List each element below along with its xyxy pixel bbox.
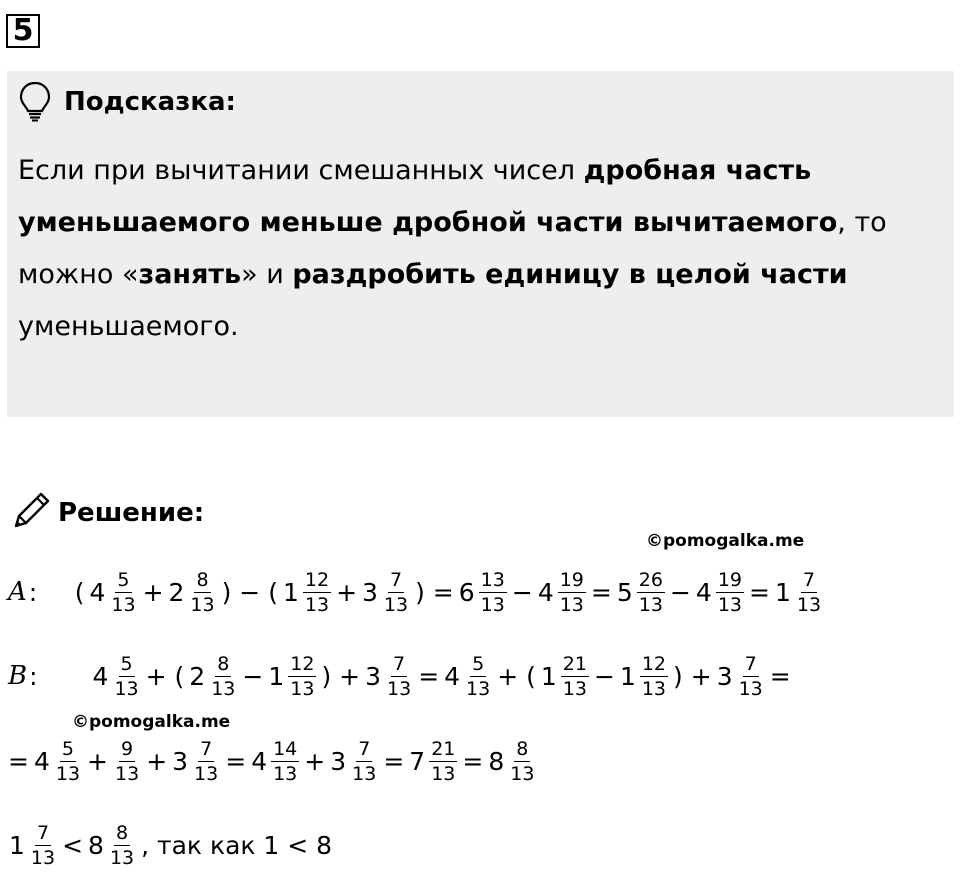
denominator: 13 [738,677,763,700]
mixed-number [169,569,217,616]
fraction [350,738,378,785]
numerator: 9 [121,737,134,760]
math-operator: = [462,746,484,776]
numerator: 12 [304,568,330,591]
numerator: 14 [273,737,298,760]
fraction [640,653,668,700]
mixed-number [617,569,665,616]
hint-bold-text: дробная часть уменьшаемого меньше дробной части вычитаемого [18,155,838,238]
mixed-number [775,569,823,616]
mixed-number [189,653,237,700]
denominator: 13 [304,593,330,616]
numerator: 12 [290,652,315,675]
whole-part: 1 [9,830,25,860]
pencil-icon [10,488,54,532]
math-operator: : [29,661,88,691]
mixed-number [444,653,492,700]
denominator: 13 [111,593,136,616]
fraction [479,569,507,616]
denominator: 13 [431,762,456,785]
mixed-number [362,569,410,616]
math-operator: + [304,746,326,776]
math-operator: = [383,746,405,776]
numerator: 8 [217,652,230,675]
hint-bold-text: раздробить единицу в целой части [292,259,848,290]
denominator: 13 [290,677,315,700]
whole-part: 5 [616,577,633,607]
comparison-line [6,815,334,875]
numerator: 12 [641,652,667,675]
mixed-number [283,569,331,616]
math-operator: + [146,746,168,776]
numerator: 7 [200,737,213,760]
fraction [209,653,237,700]
math-operator: − [593,661,615,691]
fraction [303,569,331,616]
math-operator: − [669,577,691,607]
math-operator: = [769,661,791,691]
fraction [188,569,216,616]
whole-part: 3 [716,661,733,691]
whole-part: 4 [251,746,268,776]
fraction [737,653,765,700]
mixed-number [696,569,744,616]
denominator: 13 [641,677,667,700]
whole-part: 4 [89,577,106,607]
math-operator: + ( [145,661,185,691]
mixed-number [488,738,536,785]
fraction [109,569,137,616]
denominator: 13 [562,677,587,700]
math-operator: = [590,577,612,607]
denominator: 13 [273,762,298,785]
math-operator: ) + [673,661,712,691]
fraction [382,569,410,616]
math-operator: − [511,577,533,607]
mixed-number [459,569,507,616]
math-operator: = [418,661,440,691]
math-operator: ) + [321,661,361,691]
whole-part: 4 [444,661,461,691]
fraction [637,569,665,616]
math-operator: + [142,577,164,607]
denominator: 13 [638,593,663,616]
denominator: 13 [30,846,56,869]
mixed-number [620,653,668,700]
denominator: 13 [559,593,584,616]
task-number: 5 [6,14,40,48]
whole-part: 7 [409,746,426,776]
mixed-number [717,653,765,700]
denominator: 13 [114,677,139,700]
whole-part: 2 [189,661,206,691]
whole-part: 8 [88,830,104,860]
numerator: 7 [744,652,757,675]
denominator: 13 [211,677,236,700]
numerator: 7 [802,568,815,591]
math-operator: − [242,661,264,691]
mixed-number [330,738,378,785]
whole-part: 3 [172,746,189,776]
numerator: 8 [116,821,129,844]
denominator: 13 [115,762,140,785]
mixed-number [9,822,57,869]
denominator: 13 [480,593,505,616]
fraction [113,738,141,785]
whole-part: 3 [330,746,347,776]
math-operator: = [8,746,29,776]
numerator: 21 [431,737,456,760]
whole-part: 8 [488,746,505,776]
math-operator: < [62,830,84,860]
numerator: 8 [196,568,209,591]
numerator: 26 [638,568,663,591]
fraction [54,738,82,785]
whole-part: 2 [168,577,185,607]
watermark: ©pomogalka.me [72,712,231,732]
fraction [795,569,823,616]
fraction [716,569,744,616]
denominator: 13 [194,762,219,785]
math-operator: , так как 1 < 8 [141,830,333,860]
fraction [271,738,299,785]
denominator: 13 [510,762,535,785]
solution-line-b [8,646,793,706]
whole-part: 1 [774,577,791,607]
denominator: 13 [717,593,742,616]
mixed-number [89,569,137,616]
whole-part: 6 [458,577,475,607]
mixed-number [365,653,413,700]
numerator: 13 [480,568,505,591]
math-operator: + [87,746,108,776]
math-operator: : ( [28,577,85,607]
whole-part: 1 [540,661,557,691]
hint-title: Подсказка: [64,87,236,117]
mixed-number [34,738,82,785]
fraction [429,738,457,785]
fraction [508,738,536,785]
math-operator: + [336,577,358,607]
watermark: ©pomogalka.me [646,531,805,551]
numerator: 5 [472,652,485,675]
hint-plain-text: Если при вычитании смешанных чисел [18,155,584,186]
denominator: 13 [796,593,822,616]
variant-label: A [8,577,27,607]
math-operator: ) − ( [221,577,278,607]
hint-plain-text: , то можно « [18,207,887,290]
numerator: 7 [389,568,403,591]
solution-line-a [8,562,826,622]
mixed-number [88,822,136,869]
mixed-number [251,738,299,785]
whole-part: 1 [619,661,636,691]
numerator: 19 [559,568,584,591]
fraction [288,653,316,700]
fraction [192,738,220,785]
mixed-number [93,653,141,700]
whole-part: 3 [362,577,378,607]
whole-part: 4 [33,746,50,776]
numerator: 5 [61,737,74,760]
numerator: 19 [717,568,742,591]
solution-title: Решение: [58,498,205,528]
denominator: 13 [109,846,135,869]
denominator: 13 [383,593,409,616]
mixed-number [113,738,141,785]
fraction [561,653,589,700]
numerator: 7 [358,737,371,760]
fraction [558,569,586,616]
numerator: 5 [120,652,133,675]
denominator: 13 [190,593,215,616]
hint-text [18,145,943,353]
fraction [112,653,140,700]
fraction [385,653,413,700]
solution-line-b-continued [6,731,539,791]
whole-part: 4 [92,661,109,691]
mixed-number [538,569,586,616]
variant-label: B [8,661,28,691]
numerator: 8 [516,737,529,760]
lightbulb-icon [18,80,52,122]
denominator: 13 [55,762,81,785]
whole-part: 1 [282,577,299,607]
numerator: 5 [117,568,130,591]
math-operator: = [749,577,770,607]
hint-bold-text: занять [138,259,242,290]
hint-plain-text: » и [241,259,293,290]
denominator: 13 [466,677,491,700]
denominator: 13 [352,762,377,785]
mixed-number [409,738,457,785]
math-operator: ) = [415,577,454,607]
math-operator: = [225,746,247,776]
whole-part: 1 [268,661,285,691]
numerator: 7 [393,652,406,675]
fraction [108,822,136,869]
mixed-number [541,653,589,700]
denominator: 13 [387,677,412,700]
fraction [464,653,492,700]
whole-part: 4 [537,577,554,607]
mixed-number [268,653,316,700]
mixed-number [172,738,220,785]
fraction [29,822,57,869]
whole-part: 4 [695,577,712,607]
numerator: 7 [36,821,50,844]
numerator: 21 [562,652,587,675]
whole-part: 3 [365,661,381,691]
math-operator: + ( [497,661,536,691]
hint-plain-text: уменьшаемого. [18,311,239,342]
